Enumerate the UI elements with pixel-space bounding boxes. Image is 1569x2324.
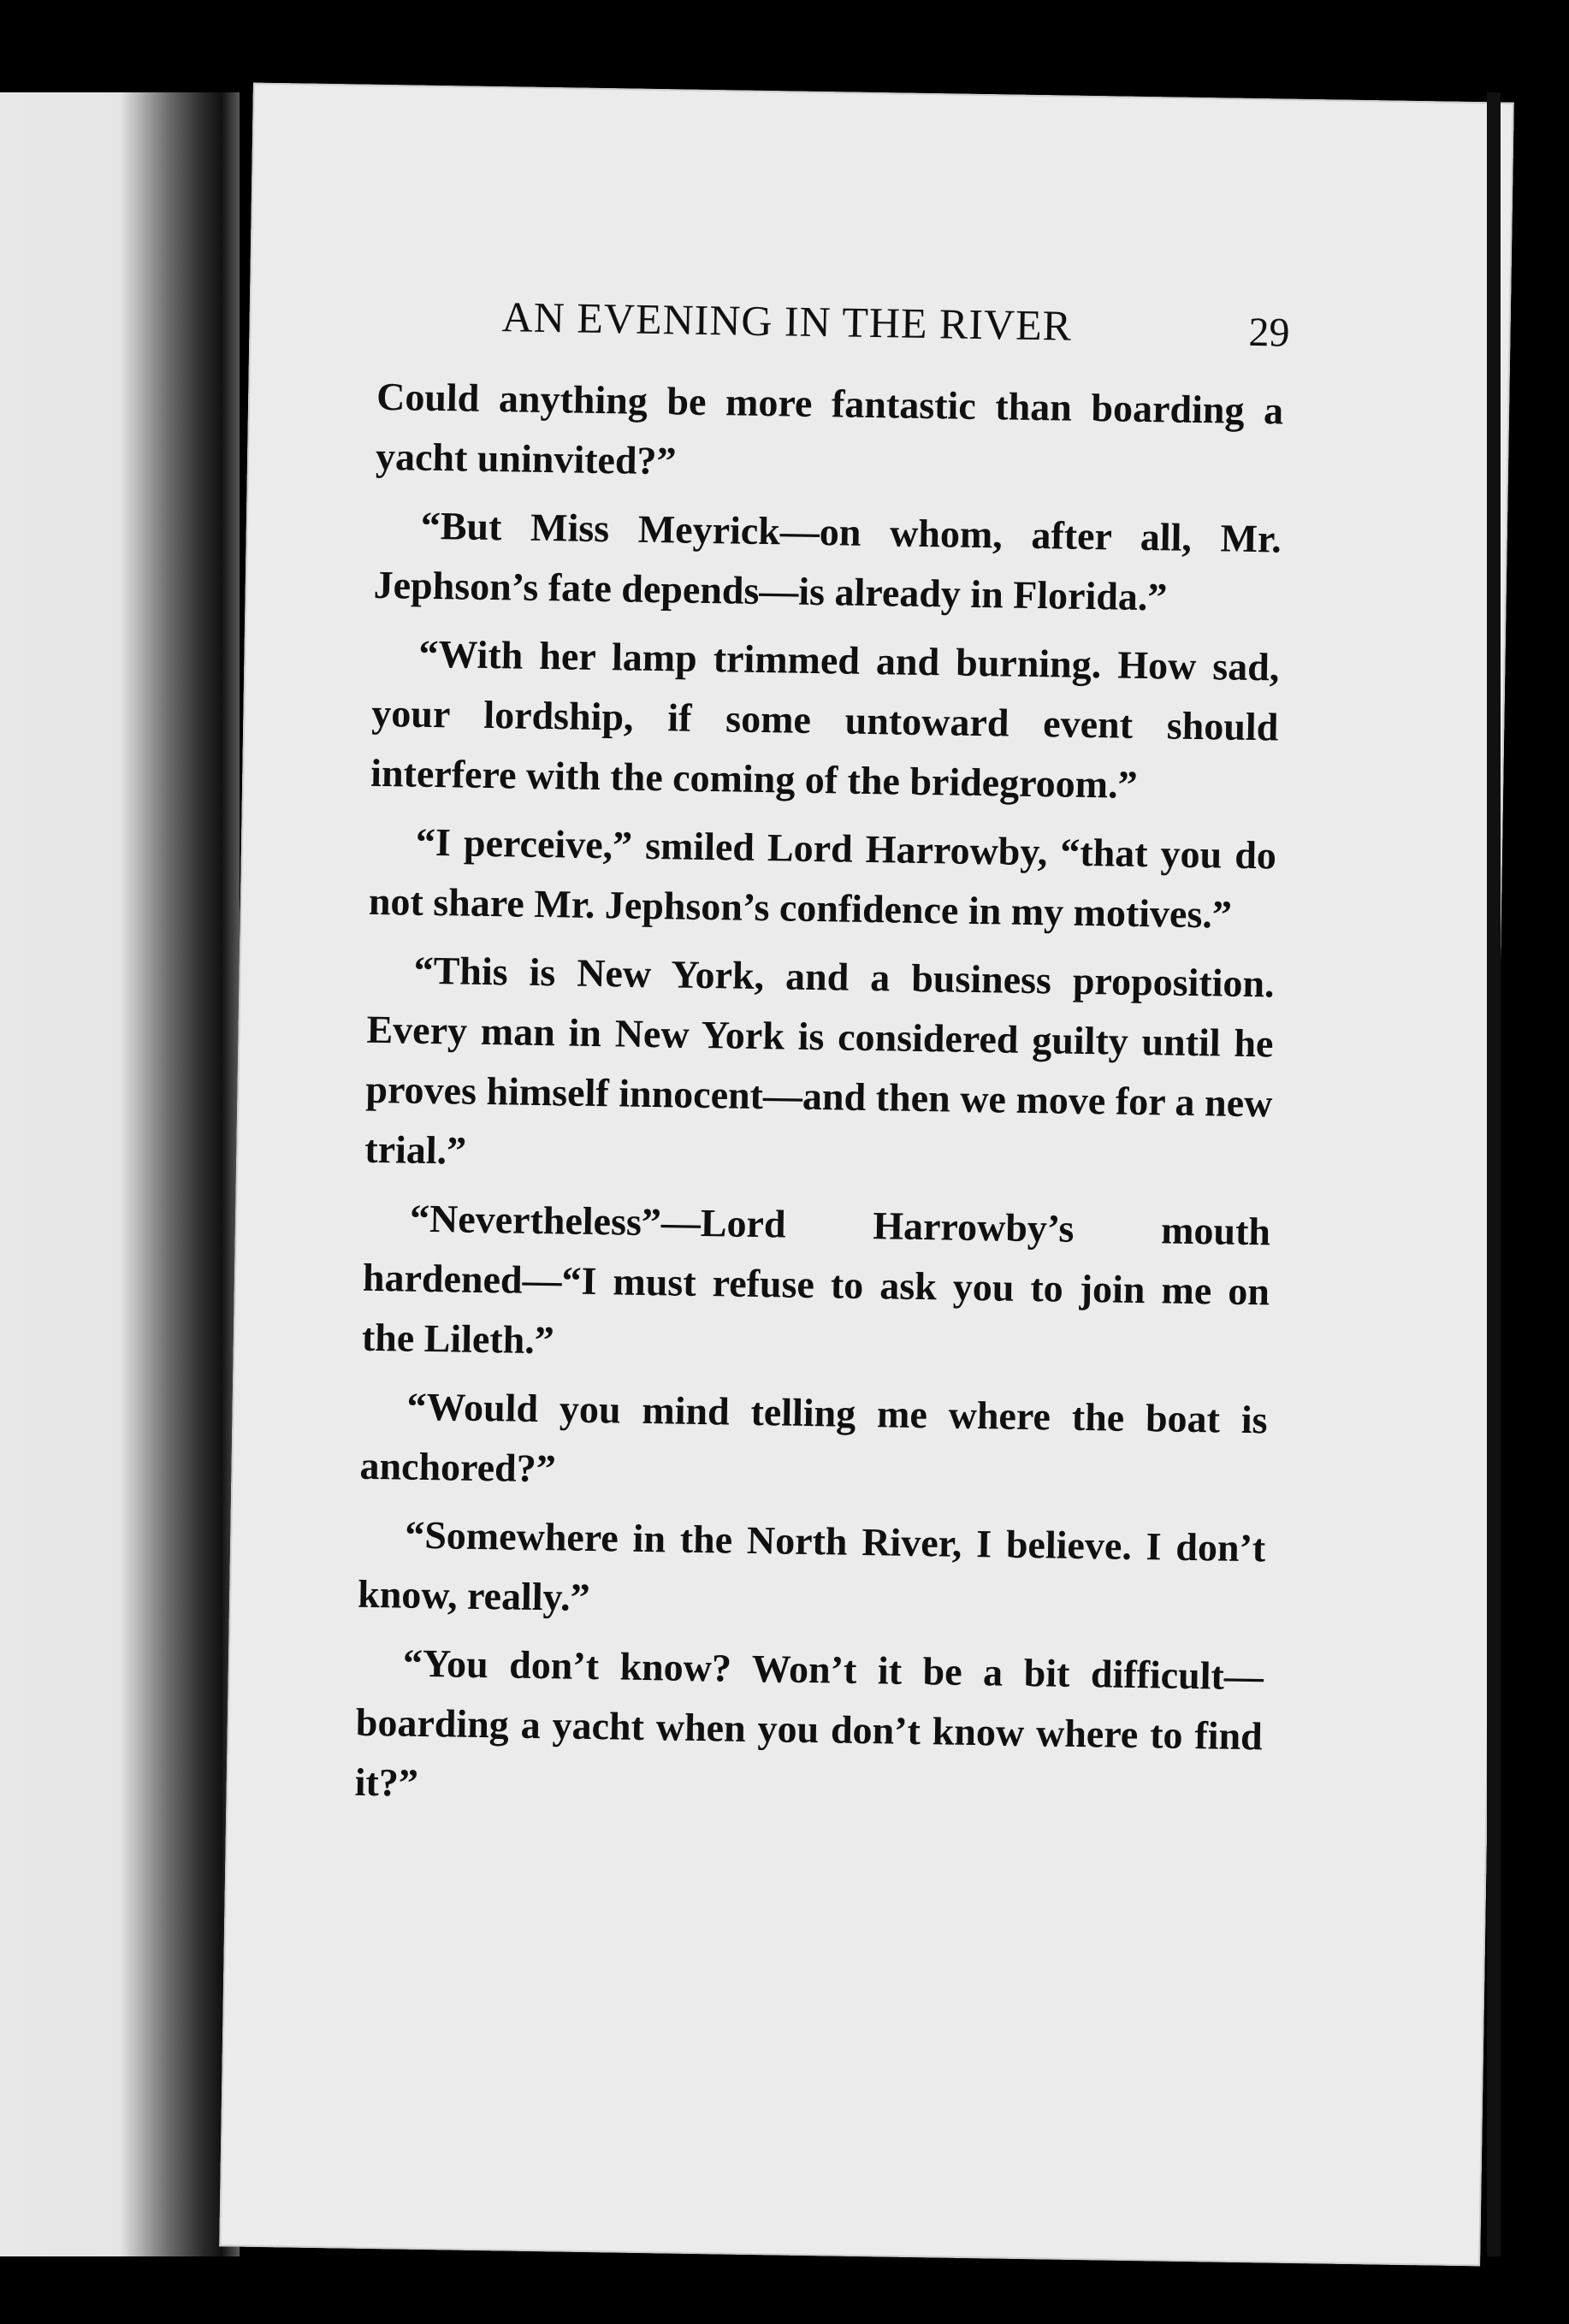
paragraph: “Nevertheless”—Lord Harrowby’s mouth hardened—“I must refuse to ask you to join me on the Lileth.”: [361, 1196, 1271, 1363]
paragraph: “This is New York, and a business proposition. Every man in New York is considered guilty until he proves himself innocent—and then we move for a new trial.”: [364, 948, 1275, 1173]
paragraph: Could anything be more fantastic than boarding a yacht uninvited?”: [375, 374, 1284, 483]
book-page: [219, 83, 1514, 2267]
running-head: [377, 290, 1290, 381]
paragraph: “I perceive,” smiled Lord Harrowby, “that you do not share Mr. Jephson’s confidence in my motives.”: [368, 819, 1277, 937]
paragraph: “You don’t know? Won’t it be a bit difficult—boarding a yacht when you don’t know where to find it?”: [354, 1641, 1264, 1805]
page-number: 29: [1248, 309, 1290, 356]
paragraph: “With her lamp trimmed and burning. How sad, your lordship, if some untoward event should interfere with the coming of the bridegroom.”: [370, 631, 1280, 807]
paragraph: “But Miss Meyrick—on whom, after all, Mr. Jephson’s fate depends—is already in Florida.”: [373, 503, 1282, 619]
right-page-edge: [1487, 92, 1501, 2256]
book-gutter-shadow: [120, 92, 240, 2256]
running-title: AN EVENING IN THE RIVER: [501, 293, 1073, 350]
page-content: [354, 290, 1290, 1835]
paragraph: “Somewhere in the North River, I believe. I don’t know, really.”: [357, 1512, 1266, 1619]
paragraph: “Would you mind telling me where the boat is anchored?”: [359, 1384, 1268, 1491]
